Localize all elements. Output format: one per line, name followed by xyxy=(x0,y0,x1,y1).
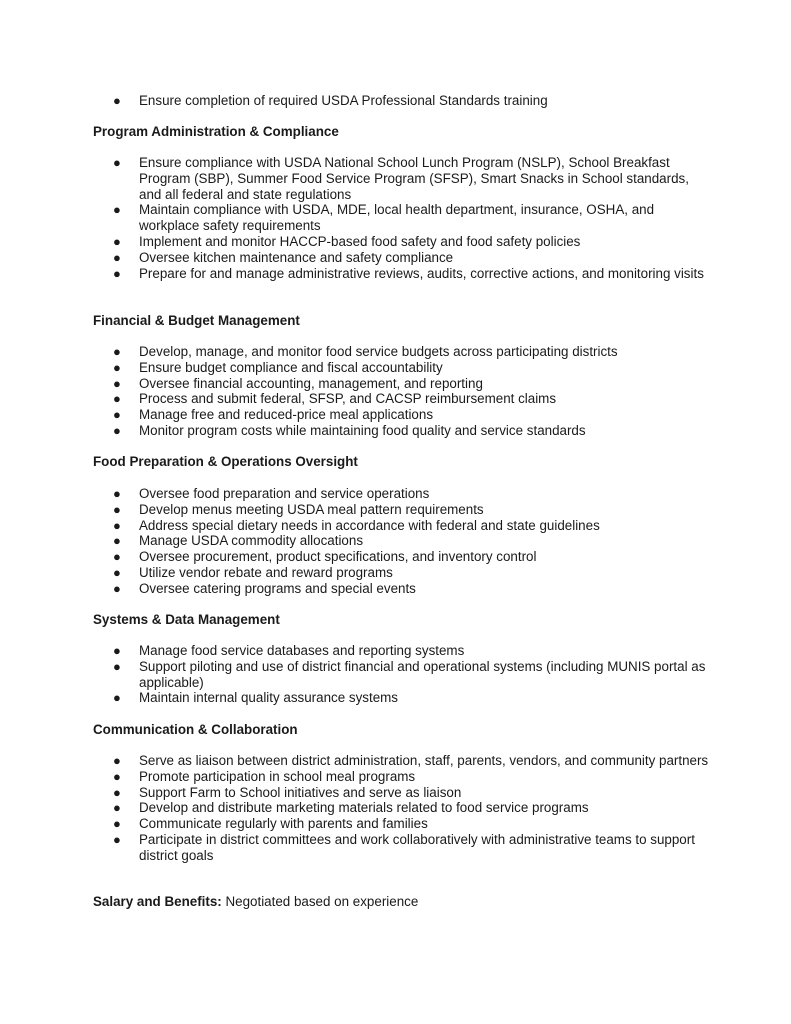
list-item: ● Develop, manage, and monitor food service budgets across participating districts xyxy=(113,344,618,359)
list-item: ● Support Farm to School initiatives and serve as liaison xyxy=(113,784,462,800)
list-item: ● Prepare for and manage administrative reviews, audits, corrective actions, and monitoring visits xyxy=(113,265,704,281)
list-item: ● Develop menus meeting USDA meal pattern requirements xyxy=(113,501,484,517)
list-item: ● Ensure budget compliance and fiscal accountability xyxy=(113,359,443,375)
list-item: ● Oversee food preparation and service operations xyxy=(113,486,430,501)
list-item: ● Process and submit federal, SFSP, and CACSP reimbursement claims xyxy=(113,391,557,407)
list-item: ● Monitor program costs while maintaining food quality and service standards xyxy=(113,422,586,438)
list-item: ● Manage USDA commodity allocations xyxy=(113,533,364,549)
section-heading: Communication & Collaboration xyxy=(93,722,298,737)
list-item: ● Implement and monitor HACCP-based food safety and food safety policies xyxy=(113,233,581,249)
intro-list xyxy=(93,93,713,109)
list-item: ● Support piloting and use of district financial and operational systems (including MUNIS portal as applicable) xyxy=(113,658,706,690)
list-item: ● Promote participation in school meal programs xyxy=(113,768,416,784)
list-item: ● Maintain internal quality assurance systems xyxy=(113,690,399,706)
section-list xyxy=(93,155,713,281)
section-list xyxy=(93,344,713,439)
section-heading: Program Administration & Compliance xyxy=(93,124,339,139)
list-item: ● Ensure compliance with USDA National School Lunch Program (NSLP), School Breakfast Program (SBP), Summer Food Service Program (SFSP), Smart Snacks in School standards, and all federal and state regulations xyxy=(113,155,689,202)
list-item: ● Oversee procurement, product specifications, and inventory control xyxy=(113,549,537,565)
section-heading: Systems & Data Management xyxy=(93,612,280,627)
salary-value: Negotiated based on experience xyxy=(221,894,419,909)
list-item: ● Oversee catering programs and special events xyxy=(113,580,416,596)
list-item: ● Maintain compliance with USDA, MDE, local health department, insurance, OSHA, and workplace safety requirements xyxy=(113,202,655,234)
list-item: ● Address special dietary needs in accordance with federal and state guidelines xyxy=(113,517,600,533)
list-item: ● Oversee kitchen maintenance and safety compliance xyxy=(113,249,454,265)
section-heading: Financial & Budget Management xyxy=(93,313,300,328)
list-item: ● Communicate regularly with parents and families xyxy=(113,816,428,832)
section-list xyxy=(93,486,713,597)
list-item: ● Oversee financial accounting, management, and reporting xyxy=(113,375,483,391)
salary-line xyxy=(93,894,418,910)
list-item: ● Manage food service databases and reporting systems xyxy=(113,643,465,658)
bullet: ● xyxy=(113,93,121,108)
section-heading: Food Preparation & Operations Oversight xyxy=(93,454,358,469)
list-item: ● Manage free and reduced-price meal applications xyxy=(113,407,434,423)
list-item: ● Ensure completion of required USDA Professional Standards training xyxy=(113,93,548,108)
list-item: ● Utilize vendor rebate and reward programs xyxy=(113,564,393,580)
list-item: ● Serve as liaison between district administration, staff, parents, vendors, and community partners xyxy=(113,753,709,768)
list-item: ● Develop and distribute marketing materials related to food service programs xyxy=(113,800,589,816)
list-item: ● Participate in district committees and work collaboratively with administrative teams to support district goals xyxy=(113,831,695,863)
salary-label: Salary and Benefits: xyxy=(93,894,222,909)
section-list xyxy=(93,643,713,706)
section-list xyxy=(93,753,713,864)
